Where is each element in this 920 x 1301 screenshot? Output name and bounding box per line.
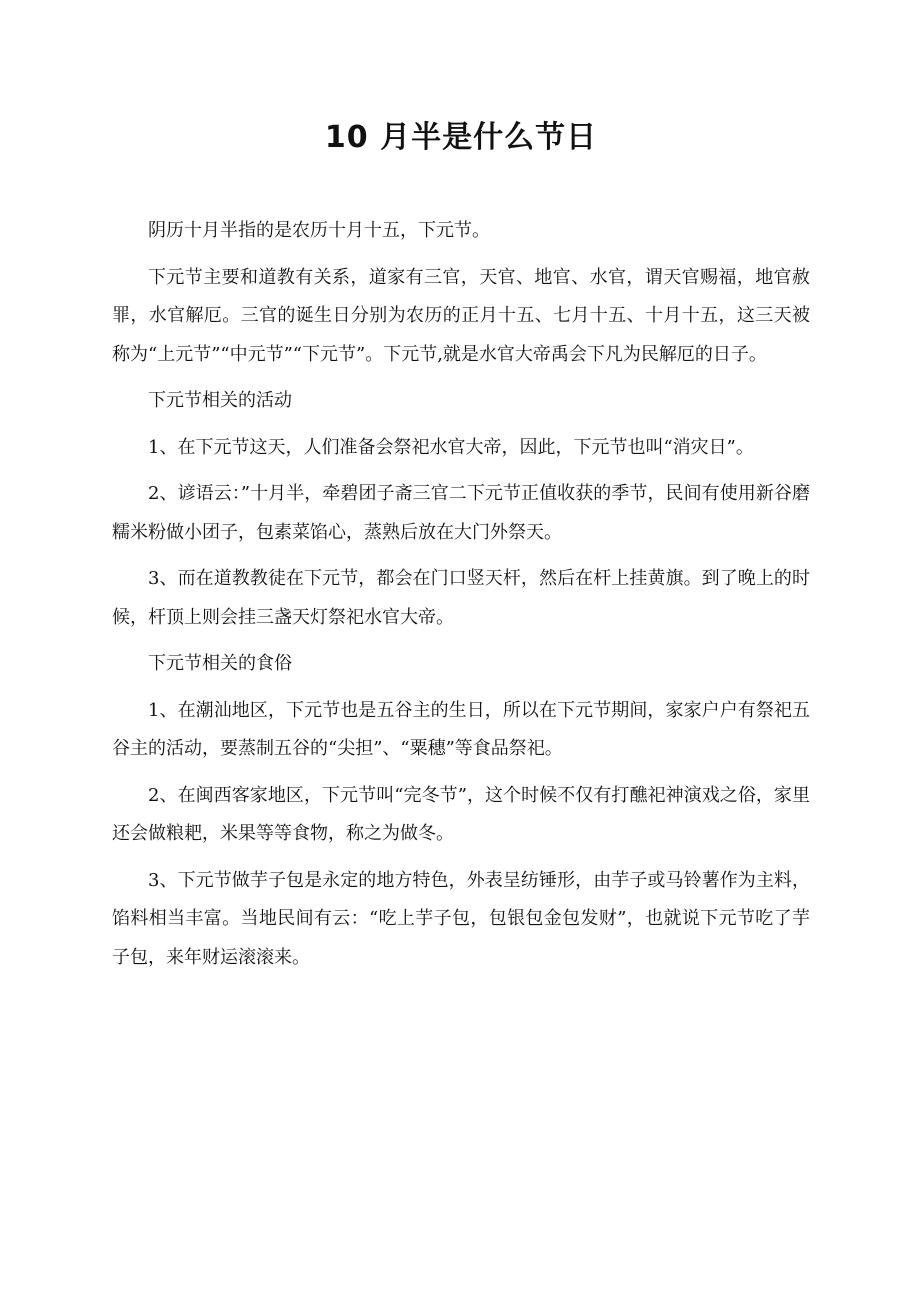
paragraph-food-1: 1、在潮汕地区，下元节也是五谷主的生日，所以在下元节期间，家家户户有祭祀五谷主的活动，要蒸制五谷的“尖担”、“粟穗”等食品祭祀。 [112,699,810,759]
paragraph-activity-3: 3、而在道教教徒在下元节，都会在门口竖天杆，然后在杆上挂黄旗。到了晚上的时候，杆顶上则会挂三盏天灯祭祀水官大帝。 [112,568,810,628]
paragraph-activity-2: 2、谚语云：”十月半，牵碧团子斋三官二下元节正值收获的季节，民间有使用新谷磨糯米粉做小团子，包素菜馅心，蒸熟后放在大门外祭天。 [112,483,810,543]
section-heading-food-customs: 下元节相关的食俗 [148,653,292,674]
document-body [112,212,810,985]
paragraph-food-2: 2、在闽西客家地区，下元节叫“完冬节”，这个时候不仅有打醮祀神演戏之俗，家里还会做粮耙，米果等等食物，称之为做冬。 [112,784,810,844]
paragraph-food-3: 3、下元节做芋子包是永定的地方特色，外表呈纺锤形，由芋子或马铃薯作为主料，馅料相当丰富。当地民间有云：“吃上芋子包，包银包金包发财”，也就说下元节吃了芋子包，来年财运滚滚来。 [112,869,810,968]
section-heading-activities: 下元节相关的活动 [148,390,292,411]
document-title: 10 月半是什么节日 [324,120,598,155]
paragraph-intro: 阴历十月半指的是农历十月十五，下元节。 [148,220,490,241]
paragraph-activity-1: 1、在下元节这天，人们准备会祭祀水官大帝，因此，下元节也叫“消灾日”。 [148,436,754,458]
paragraph-three-officials: 下元节主要和道教有关系，道家有三官，天官、地官、水官，谓天官赐福，地官赦罪，水官解厄。三官的诞生日分别为农历的正月十五、七月十五、十月十五，这三天被称为“上元节”“中元节”“下元节”。下元节,就是水官大帝禹会下凡为民解厄的日子。 [112,266,810,365]
